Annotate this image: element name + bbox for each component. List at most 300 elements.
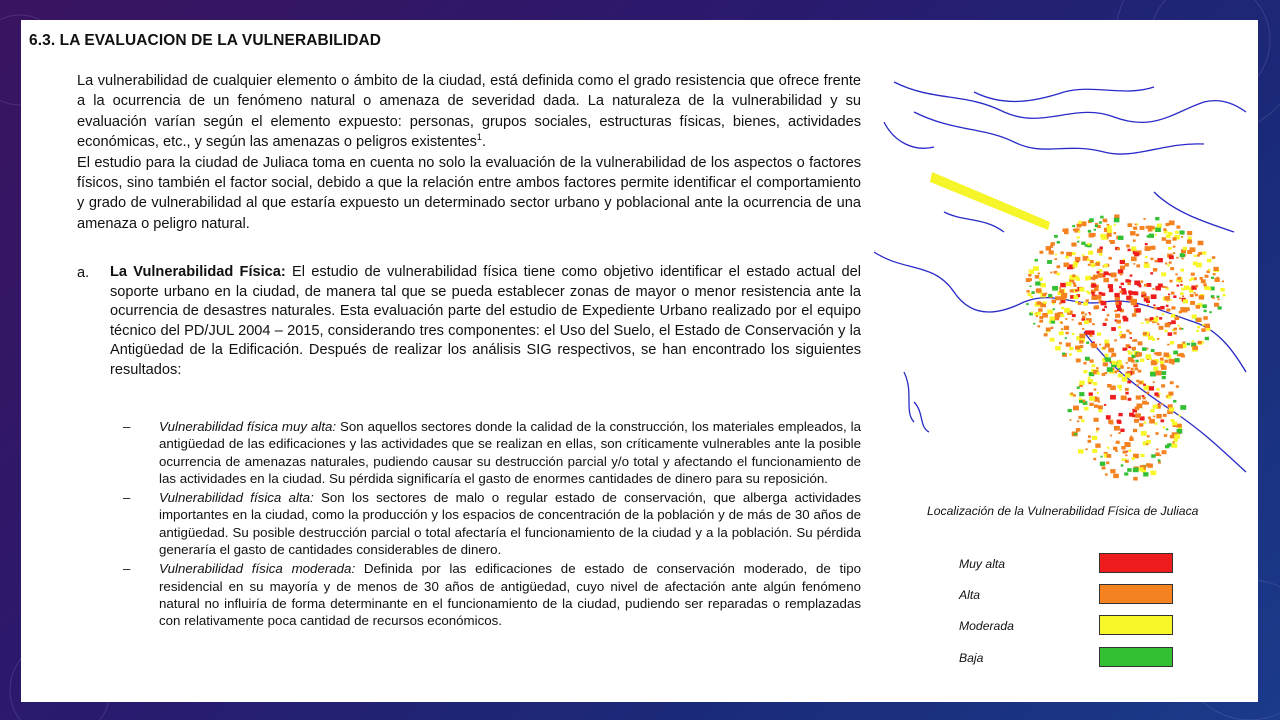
city-block (1109, 257, 1112, 260)
city-block (1131, 247, 1136, 251)
city-block (1151, 471, 1157, 476)
city-block (1176, 226, 1180, 229)
city-block (1085, 276, 1091, 281)
city-block (1149, 234, 1154, 238)
city-block (1108, 284, 1113, 288)
city-block (1096, 428, 1099, 431)
city-block (1105, 318, 1108, 321)
legend-row-moderada (959, 615, 1199, 637)
city-block (1151, 349, 1155, 352)
city-block (1172, 443, 1178, 448)
city-block (1150, 409, 1154, 412)
city-block (1030, 286, 1032, 288)
city-block (1150, 317, 1154, 320)
city-block (1050, 338, 1055, 342)
city-block (1127, 468, 1132, 472)
city-block (1060, 314, 1064, 317)
city-block (1084, 320, 1089, 324)
city-block (1159, 393, 1161, 395)
city-block (1102, 309, 1105, 311)
city-block (1046, 328, 1051, 332)
city-block (1035, 275, 1039, 279)
city-block (1180, 284, 1182, 286)
city-block (1147, 435, 1150, 437)
city-block (1146, 226, 1150, 229)
city-block (1128, 450, 1131, 452)
city-block (1157, 258, 1163, 262)
intro-paragraph-1-text: La vulnerabilidad de cualquier elemento o ámbito de la ciudad, está definida como el grado resistencia que ofrece frente a la ocurrencia de un fenómeno natural o amenaza de severidad dada. La naturaleza de la vulnerabilidad y su evaluación varían según el elemento expuesto: personas, grupos sociales, estructuras físicas, bienes, actividades económicas, etc., y según las amenazas o peligros existentes (77, 73, 861, 151)
list-item-label: Vulnerabilidad física muy alta: (159, 419, 337, 434)
city-block (1120, 429, 1124, 432)
city-block (1205, 275, 1209, 278)
city-block (1051, 242, 1055, 246)
map-caption: Localización de la Vulnerabilidad Física de Juliaca (927, 504, 1199, 518)
river-line (874, 252, 1246, 372)
city-block (1082, 316, 1086, 319)
city-block (1076, 278, 1080, 281)
city-block (1078, 449, 1084, 453)
city-block (1064, 326, 1069, 330)
city-block (1125, 454, 1127, 456)
city-block (1170, 381, 1174, 384)
city-block (1086, 290, 1089, 292)
city-block (1066, 252, 1072, 257)
city-block (1111, 273, 1117, 278)
city-block (1074, 433, 1077, 435)
city-block (1097, 249, 1102, 253)
city-block (1179, 328, 1182, 330)
city-block (1124, 472, 1128, 475)
city-block (1137, 283, 1141, 286)
city-block (1157, 338, 1159, 340)
legend-row-alta (959, 584, 1199, 606)
city-block (1079, 392, 1084, 396)
city-block (1144, 263, 1150, 268)
legend-row-baja (959, 647, 1199, 669)
city-block (1197, 326, 1200, 328)
city-block (1203, 316, 1208, 320)
city-block (1132, 355, 1136, 358)
city-block (1156, 388, 1159, 391)
city-block (1085, 357, 1090, 361)
city-block (1123, 451, 1127, 454)
city-block (1040, 251, 1044, 254)
city-block (1175, 231, 1179, 234)
city-block (1088, 377, 1091, 379)
city-block (1035, 259, 1038, 262)
city-block (1143, 332, 1147, 335)
city-block (1091, 296, 1096, 300)
city-block (1099, 344, 1101, 346)
city-block (1039, 278, 1043, 281)
city-block (1155, 234, 1157, 236)
city-block (1078, 231, 1081, 233)
city-block (1060, 251, 1063, 254)
city-block (1138, 370, 1142, 373)
city-block (1173, 351, 1178, 355)
city-block (1118, 326, 1121, 329)
city-block (1109, 289, 1113, 293)
city-block (1142, 397, 1145, 400)
city-block (1154, 307, 1157, 309)
city-block (1190, 301, 1195, 305)
city-block (1033, 266, 1039, 271)
city-block (1128, 249, 1131, 252)
city-block (1167, 344, 1169, 346)
city-block (1182, 342, 1185, 344)
city-block (1135, 224, 1137, 226)
city-block (1213, 273, 1216, 275)
city-block (1135, 360, 1138, 363)
city-block (1150, 372, 1156, 377)
city-block (1127, 282, 1131, 285)
city-block (1187, 231, 1192, 235)
city-block (1065, 318, 1067, 320)
city-block (1135, 407, 1140, 411)
city-block (1097, 372, 1101, 375)
city-block (1160, 361, 1164, 364)
city-block (1105, 473, 1108, 475)
city-block (1136, 380, 1139, 382)
city-block (1045, 293, 1048, 295)
city-block (1073, 295, 1078, 299)
city-block (1148, 464, 1153, 468)
city-block (1081, 312, 1085, 315)
city-block (1146, 321, 1150, 324)
city-block (1109, 421, 1113, 424)
city-block (1161, 419, 1165, 422)
city-block (1037, 289, 1040, 292)
city-block (1062, 229, 1066, 232)
city-block (1089, 382, 1092, 384)
city-block (1083, 302, 1088, 306)
city-block (1178, 415, 1181, 417)
city-block (1057, 265, 1061, 268)
city-block (1062, 353, 1065, 355)
city-block (1181, 258, 1183, 260)
city-block (1167, 264, 1170, 266)
city-block (1153, 367, 1158, 371)
city-block (1136, 308, 1141, 312)
city-block (1107, 447, 1110, 449)
city-block (1092, 344, 1098, 349)
city-block (1191, 277, 1195, 280)
city-block (1089, 392, 1093, 395)
city-block (1057, 314, 1061, 317)
city-block (1120, 331, 1123, 333)
city-block (1130, 299, 1135, 303)
city-block (1218, 306, 1222, 309)
city-block (1118, 360, 1122, 363)
city-block (1090, 260, 1094, 263)
city-block (1126, 330, 1129, 333)
city-block (1172, 421, 1177, 425)
city-block (1112, 361, 1117, 365)
city-block (1069, 419, 1071, 421)
city-block (1117, 420, 1121, 423)
city-block (1094, 287, 1099, 291)
city-block (1102, 373, 1106, 376)
city-block (1106, 273, 1109, 275)
city-block (1144, 386, 1149, 390)
city-block (1173, 252, 1175, 254)
city-block (1133, 251, 1137, 254)
city-block (1073, 284, 1076, 287)
document-page (21, 20, 1258, 702)
city-block (1107, 229, 1112, 233)
city-block (1151, 294, 1157, 299)
city-block (1107, 367, 1113, 372)
city-block (1099, 253, 1102, 256)
city-block (1073, 264, 1078, 268)
city-block (1094, 229, 1096, 231)
city-block (1155, 452, 1159, 456)
city-block (1162, 237, 1166, 241)
city-block (1125, 392, 1128, 395)
city-block (1168, 332, 1173, 336)
city-block (1071, 243, 1076, 247)
city-block (1091, 292, 1094, 295)
city-block (1167, 301, 1169, 303)
city-block (1066, 332, 1069, 335)
city-block (1120, 260, 1125, 264)
city-block (1050, 245, 1053, 248)
city-block (1118, 432, 1120, 434)
city-block (1094, 405, 1098, 408)
city-block (1180, 307, 1186, 312)
city-block (1162, 313, 1165, 315)
city-block (1159, 326, 1164, 330)
city-block (1133, 429, 1137, 432)
city-block (1128, 223, 1133, 227)
city-block (1089, 218, 1094, 222)
city-block (1164, 434, 1167, 437)
city-block (1163, 426, 1166, 428)
city-block (1094, 306, 1098, 309)
city-block (1169, 255, 1174, 259)
intro-section (77, 71, 861, 234)
city-block (1120, 273, 1123, 275)
river-line (944, 212, 1004, 232)
city-block (1156, 449, 1158, 451)
city-block (1037, 301, 1041, 305)
city-block (1127, 367, 1130, 369)
city-block (1195, 294, 1198, 297)
city-block (1103, 278, 1109, 283)
city-block (1128, 398, 1132, 401)
city-block (1092, 364, 1096, 367)
city-block (1089, 314, 1091, 316)
list-item (123, 418, 861, 487)
city-block (1069, 353, 1072, 355)
city-block (1057, 273, 1060, 276)
city-block (1075, 257, 1081, 261)
city-block (1091, 403, 1094, 405)
list-dash: – (123, 490, 131, 506)
city-block (1100, 456, 1102, 458)
city-block (1108, 348, 1114, 353)
city-block (1048, 294, 1052, 297)
city-block (1072, 319, 1074, 321)
city-block (1159, 317, 1162, 320)
city-block (1145, 243, 1148, 245)
city-block (1118, 368, 1120, 370)
city-block (1133, 240, 1136, 242)
city-block (1155, 352, 1159, 355)
city-block (1180, 231, 1185, 235)
city-block (1126, 362, 1128, 364)
city-block (1095, 444, 1100, 448)
city-block (1114, 426, 1120, 431)
city-block (1096, 431, 1098, 433)
city-block (1176, 257, 1178, 259)
city-block (1091, 284, 1096, 288)
city-block (1148, 417, 1151, 420)
city-block (1145, 318, 1148, 320)
city-block (1088, 440, 1092, 443)
city-block (1082, 254, 1084, 256)
city-block (1215, 278, 1220, 282)
city-block (1072, 252, 1076, 255)
city-block (1209, 311, 1212, 313)
city-block (1156, 414, 1162, 418)
city-block (1096, 367, 1099, 369)
city-block (1166, 287, 1169, 290)
city-block (1160, 364, 1164, 367)
city-block (1086, 448, 1088, 450)
city-block (1100, 462, 1105, 466)
city-block (1152, 338, 1155, 341)
city-block (1098, 273, 1104, 278)
city-block (1039, 320, 1043, 323)
city-block (1115, 450, 1118, 452)
city-block (1116, 320, 1121, 324)
city-block (1088, 435, 1091, 437)
city-block (1104, 306, 1107, 308)
city-block (1069, 347, 1073, 350)
city-block (1177, 277, 1181, 280)
city-block (1125, 263, 1129, 267)
city-block (1079, 381, 1084, 385)
city-block (1146, 348, 1148, 350)
city-block (1129, 437, 1134, 441)
footnote-marker[interactable]: 1 (476, 132, 482, 143)
city-block (1114, 339, 1117, 341)
city-block (1064, 308, 1070, 313)
city-block (1051, 327, 1054, 329)
river-line (884, 122, 934, 148)
city-block (1208, 287, 1211, 290)
city-block (1095, 225, 1098, 228)
intro-paragraph-1-end: . (481, 134, 486, 151)
legend-label: Alta (959, 588, 981, 602)
city-block (1207, 259, 1212, 263)
river-line (894, 82, 1246, 122)
city-block (1093, 382, 1097, 385)
city-block (1211, 277, 1214, 279)
city-blocks (1026, 215, 1226, 481)
city-block (1049, 250, 1054, 254)
city-block (1107, 454, 1112, 458)
city-block (1061, 328, 1063, 330)
city-block (1140, 359, 1144, 362)
city-block (1055, 346, 1061, 351)
city-block (1199, 295, 1205, 299)
city-block (1138, 341, 1143, 345)
city-block (1072, 274, 1075, 277)
city-block (1120, 266, 1125, 270)
city-block (1033, 323, 1035, 325)
city-block (1066, 282, 1072, 287)
city-block (1089, 396, 1095, 401)
city-block (1141, 292, 1145, 295)
city-block (1068, 409, 1072, 412)
city-block (1169, 407, 1174, 411)
city-block (1114, 232, 1117, 234)
city-block (1114, 224, 1116, 226)
city-block (1092, 449, 1097, 453)
list-item-text: Definida por las edificaciones de estado de conservación moderado, de tipo residencial en su mayoría y de menos de 30 años de antigüedad, cuyo nivel de afectación ante algún fenómeno natural no influiría de forma determinante en el funcionamiento de la ciudad, pudiendo ser reparadas o remplazadas con relativamente poca cantidad de recursos económicos. (159, 561, 861, 629)
city-block (1088, 230, 1091, 233)
city-block (1038, 273, 1040, 275)
city-block (1150, 258, 1153, 261)
city-block (1111, 327, 1116, 331)
city-block (1180, 292, 1184, 295)
city-block (1070, 289, 1074, 292)
city-block (1047, 310, 1053, 315)
city-block (1078, 416, 1082, 419)
city-block (1141, 431, 1147, 436)
city-block (1125, 388, 1129, 391)
city-block (1133, 468, 1139, 473)
item-a-text: El estudio de vulnerabilidad física tiene como objetivo identificar el estado actual del soporte urbano en la ciudad, de manera tal que se pueda establecer zonas de mayor o menor resistencia ante la ocurrencia de desastres naturales. Esta evaluación parte del estudio de Expediente Urbano realizado por el equipo técnico del PD/JUL 2004 – 2015, considerando tres componentes: el Uso del Suelo, el Estado de Conservación y la Antigüedad de la Edificación. Después de realizar los análisis SIG respectivos, se han encontrado los siguientes resultados: (110, 264, 861, 378)
city-block (1168, 392, 1173, 396)
city-block (1086, 299, 1089, 302)
city-block (1065, 256, 1069, 259)
city-block (1027, 290, 1030, 293)
city-block (1195, 285, 1198, 287)
city-block (1127, 380, 1131, 383)
city-block (1085, 330, 1091, 334)
city-block (1076, 428, 1081, 432)
city-block (1125, 458, 1127, 460)
city-block (1107, 225, 1112, 229)
city-block (1099, 221, 1102, 223)
city-block (1104, 264, 1108, 267)
city-block (1085, 314, 1087, 316)
city-block (1094, 389, 1097, 391)
city-block (1129, 290, 1132, 293)
city-block (1116, 441, 1120, 444)
city-block (1092, 323, 1095, 325)
city-block (1188, 287, 1191, 289)
city-block (1157, 307, 1160, 310)
city-block (1150, 272, 1153, 274)
city-block (1122, 458, 1125, 461)
legend-label: Moderada (959, 619, 1014, 633)
city-block (1055, 258, 1057, 260)
city-block (1170, 300, 1172, 302)
city-block (1214, 303, 1219, 307)
city-block (1080, 345, 1084, 348)
city-block (1106, 462, 1109, 465)
city-block (1162, 450, 1167, 454)
city-block (1083, 370, 1087, 373)
city-block (1212, 256, 1215, 259)
city-block (1078, 302, 1082, 305)
city-block (1113, 447, 1117, 450)
city-block (1114, 218, 1120, 223)
